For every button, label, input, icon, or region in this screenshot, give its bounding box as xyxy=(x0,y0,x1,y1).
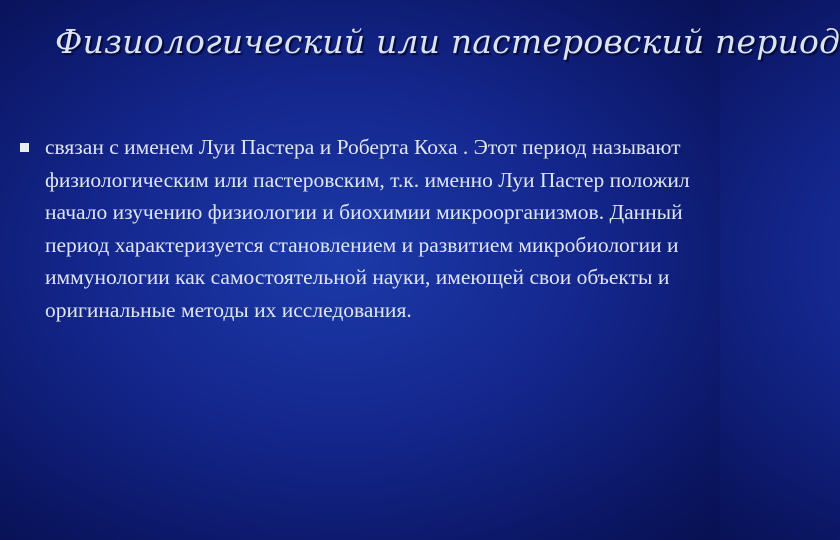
square-bullet-icon xyxy=(20,143,29,152)
slide-title: Физиологический или пастеровский период xyxy=(55,22,840,61)
list-item xyxy=(18,131,698,326)
bullet-list xyxy=(18,131,698,326)
bullet-text: связан с именем Луи Пастера и Роберта Коха . Этот период называют физиологическим или пастеровским, т.к. именно Луи Пастер положил начало изучению физиологии и биохимии микроорганизмов. Данный период характеризуется становлением и развитием микробиологии и иммунологии как самостоятельной науки, имеющей свои объекты и оригинальные методы их исследования. xyxy=(45,135,690,322)
